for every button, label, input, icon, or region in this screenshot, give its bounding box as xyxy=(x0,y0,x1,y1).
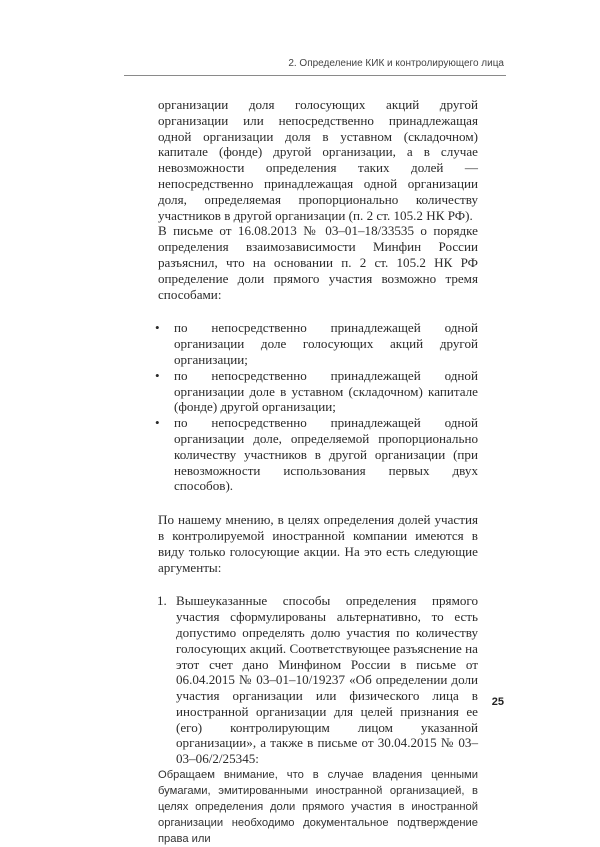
numbered-list xyxy=(158,593,478,767)
bullet-list xyxy=(155,320,478,494)
bullet-icon: • xyxy=(155,367,160,383)
letter-paragraph: В письме от 16.08.2013 № 03–01–18/33535 о порядке определения взаимозависимости Минфин России разъяснил, что на основании п. 2 ст. 105.2 НК РФ определение доли прямого участия возможно тремя способами: xyxy=(158,223,478,302)
bullet-icon: • xyxy=(155,415,160,431)
list-item xyxy=(155,320,478,367)
item-number: 1. xyxy=(157,593,167,609)
quote-block: Обращаем внимание, что в случае владения ценными бумагами, эмитированными иностранной организацией, в целях определения доли прямого участия в иностранной организации необходимо документальное подтверждение права или xyxy=(158,769,478,846)
bullet-text: по непосредственно принадлежащей одной организации доле голосующих акций другой организации; xyxy=(174,320,478,367)
header-divider xyxy=(124,75,506,76)
page-body xyxy=(155,97,478,847)
intro-continuation-paragraph: организации доля голосующих акций другой организации или непосредственно принадлежащая одной организации доля в уставном (складочном) капитале (фонде) другой организации, а в случае невозможности определения таких долей — непосредственно принадлежащая одной организации доля, определяемая пропорционально количеству участников в другой организации (п. 2 ст. 105.2 НК РФ). xyxy=(158,97,478,223)
list-item xyxy=(155,367,478,415)
bullet-text: по непосредственно принадлежащей одной организации доле, определяемой пропорционально количеству участников в другой организации (при невозможности использования первых двух способов). xyxy=(174,415,478,494)
chapter-title: 2. Определение КИК и контролирующего лица xyxy=(288,58,504,69)
opinion-paragraph: По нашему мнению, в целях определения долей участия в контролируемой иностранной компании имеются в виду только голосующие акции. На это есть следующие аргументы: xyxy=(158,512,478,575)
list-item xyxy=(158,593,478,767)
item-text: Вышеуказанные способы определения прямого участия сформулированы альтернативно, то есть допустимо определять долю участия по количеству голосующих акций. Соответствующее разъяснение на этот счет дано Минфином России в письме от 06.04.2015 № 03–01–10/19237 «Об определении доли участия организации или физического лица в иностранной организации для целей признания ее (его) контролирующим лицом указанной организации», а также в письме от 30.04.2015 № 03–03–06/2/25345: xyxy=(176,593,478,767)
list-item xyxy=(155,415,478,494)
bullet-icon: • xyxy=(155,320,160,336)
page-number: 25 xyxy=(491,696,504,708)
running-header xyxy=(0,0,600,80)
bullet-text: по непосредственно принадлежащей одной организации доле в уставном (складочном) капитале (фонде) другой организации; xyxy=(174,367,478,415)
